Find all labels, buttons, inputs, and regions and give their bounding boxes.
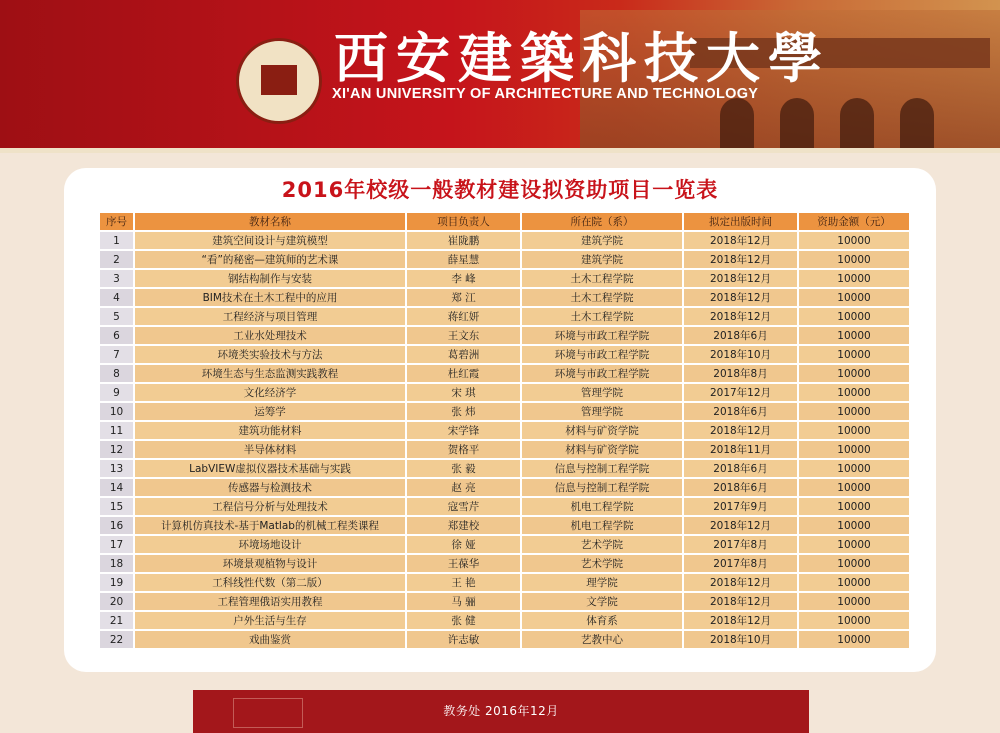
- project-leader: 王葆华: [407, 555, 520, 572]
- project-leader: 杜红霞: [407, 365, 520, 382]
- department: 土木工程学院: [522, 308, 682, 325]
- publish-date: 2018年10月: [684, 346, 797, 363]
- table-row: [100, 365, 909, 382]
- table-row: [100, 555, 909, 572]
- department: 建筑学院: [522, 251, 682, 268]
- row-number: 17: [100, 536, 133, 553]
- page-title: 2016年校级一般教材建设拟资助项目一览表: [281, 178, 719, 202]
- project-leader: 薛星慧: [407, 251, 520, 268]
- department: 理学院: [522, 574, 682, 591]
- table-row: [100, 403, 909, 420]
- building-arch: [900, 98, 934, 148]
- funding-amount: 10000: [799, 251, 909, 268]
- department: 文学院: [522, 593, 682, 610]
- row-number: 8: [100, 365, 133, 382]
- department: 信息与控制工程学院: [522, 479, 682, 496]
- book-title: 环境景观植物与设计: [135, 555, 405, 572]
- university-name-en: XI'AN UNIVERSITY OF ARCHITECTURE AND TECHNOLOGY: [332, 86, 759, 102]
- table-row: [100, 384, 909, 401]
- column-header-no: 序号: [100, 213, 133, 230]
- building-sketch-icon: [233, 698, 303, 728]
- table-row: [100, 441, 909, 458]
- header-divider: [0, 148, 1000, 153]
- department: 艺教中心: [522, 631, 682, 648]
- row-number: 7: [100, 346, 133, 363]
- book-title: 工科线性代数（第二版）: [135, 574, 405, 591]
- publish-date: 2018年12月: [684, 593, 797, 610]
- column-header-dept: 所在院（系）: [522, 213, 682, 230]
- funding-amount: 10000: [799, 365, 909, 382]
- department: 环境与市政工程学院: [522, 365, 682, 382]
- publish-date: 2018年12月: [684, 574, 797, 591]
- table-row: [100, 612, 909, 629]
- book-title: 文化经济学: [135, 384, 405, 401]
- row-number: 4: [100, 289, 133, 306]
- funding-amount: 10000: [799, 308, 909, 325]
- header-banner: [0, 0, 1000, 148]
- table-row: [100, 251, 909, 268]
- book-title: “看”的秘密—建筑师的艺术课: [135, 251, 405, 268]
- row-number: 3: [100, 270, 133, 287]
- project-leader: 王文东: [407, 327, 520, 344]
- table-row: [100, 574, 909, 591]
- row-number: 5: [100, 308, 133, 325]
- book-title: 建筑功能材料: [135, 422, 405, 439]
- project-leader: 马 骊: [407, 593, 520, 610]
- table-row: [100, 232, 909, 249]
- table-row: [100, 460, 909, 477]
- funding-amount: 10000: [799, 422, 909, 439]
- department: 材料与矿资学院: [522, 422, 682, 439]
- publish-date: 2018年10月: [684, 631, 797, 648]
- row-number: 16: [100, 517, 133, 534]
- publish-date: 2018年12月: [684, 232, 797, 249]
- funding-amount: 10000: [799, 441, 909, 458]
- table-row: [100, 498, 909, 515]
- book-title: 运筹学: [135, 403, 405, 420]
- funding-amount: 10000: [799, 593, 909, 610]
- book-title: 建筑空间设计与建筑模型: [135, 232, 405, 249]
- funding-amount: 10000: [799, 536, 909, 553]
- table-panel: [64, 168, 936, 672]
- footer-text: 教务处 2016年12月: [443, 704, 559, 718]
- project-leader: 王 艳: [407, 574, 520, 591]
- department: 艺术学院: [522, 555, 682, 572]
- table-row: [100, 327, 909, 344]
- row-number: 1: [100, 232, 133, 249]
- funding-amount: 10000: [799, 270, 909, 287]
- row-number: 11: [100, 422, 133, 439]
- publish-date: 2018年6月: [684, 479, 797, 496]
- department: 机电工程学院: [522, 498, 682, 515]
- publish-date: 2018年12月: [684, 289, 797, 306]
- department: 机电工程学院: [522, 517, 682, 534]
- book-title: 工业水处理技术: [135, 327, 405, 344]
- book-title: 工程管理俄语实用教程: [135, 593, 405, 610]
- book-title: 工程经济与项目管理: [135, 308, 405, 325]
- row-number: 2: [100, 251, 133, 268]
- department: 管理学院: [522, 384, 682, 401]
- project-leader: 张 健: [407, 612, 520, 629]
- table-row: [100, 593, 909, 610]
- funding-amount: 10000: [799, 289, 909, 306]
- row-number: 6: [100, 327, 133, 344]
- column-header-amount: 资助金额（元）: [799, 213, 909, 230]
- funding-amount: 10000: [799, 574, 909, 591]
- row-number: 10: [100, 403, 133, 420]
- publish-date: 2018年8月: [684, 365, 797, 382]
- funding-amount: 10000: [799, 346, 909, 363]
- book-title: 半导体材料: [135, 441, 405, 458]
- book-title: 环境类实验技术与方法: [135, 346, 405, 363]
- building-arch: [840, 98, 874, 148]
- publish-date: 2017年8月: [684, 555, 797, 572]
- row-number: 13: [100, 460, 133, 477]
- publish-date: 2017年8月: [684, 536, 797, 553]
- department: 环境与市政工程学院: [522, 346, 682, 363]
- column-header-date: 拟定出版时间: [684, 213, 797, 230]
- table-row: [100, 536, 909, 553]
- book-title: 环境生态与生态监测实践教程: [135, 365, 405, 382]
- table-row: [100, 346, 909, 363]
- book-title: 戏曲鉴赏: [135, 631, 405, 648]
- book-title: 计算机仿真技术-基于Matlab的机械工程类课程: [135, 517, 405, 534]
- book-title: 传感器与检测技术: [135, 479, 405, 496]
- department: 土木工程学院: [522, 289, 682, 306]
- funding-amount: 10000: [799, 612, 909, 629]
- funding-amount: 10000: [799, 460, 909, 477]
- building-arch: [780, 98, 814, 148]
- row-number: 20: [100, 593, 133, 610]
- department: 材料与矿资学院: [522, 441, 682, 458]
- table-row: [100, 308, 909, 325]
- department: 信息与控制工程学院: [522, 460, 682, 477]
- publish-date: 2018年12月: [684, 517, 797, 534]
- university-seal-icon: [236, 38, 322, 124]
- publish-date: 2018年6月: [684, 460, 797, 477]
- funding-amount: 10000: [799, 327, 909, 344]
- project-leader: 李 峰: [407, 270, 520, 287]
- publish-date: 2017年9月: [684, 498, 797, 515]
- project-leader: 郑建校: [407, 517, 520, 534]
- row-number: 14: [100, 479, 133, 496]
- project-leader: 蒋红妍: [407, 308, 520, 325]
- table-row: [100, 631, 909, 648]
- publish-date: 2017年12月: [684, 384, 797, 401]
- funding-amount: 10000: [799, 232, 909, 249]
- row-number: 21: [100, 612, 133, 629]
- funding-amount: 10000: [799, 479, 909, 496]
- department: 管理学院: [522, 403, 682, 420]
- publish-date: 2018年11月: [684, 441, 797, 458]
- publish-date: 2018年12月: [684, 308, 797, 325]
- project-leader: 寇雪芹: [407, 498, 520, 515]
- project-leader: 宋 琪: [407, 384, 520, 401]
- project-leader: 徐 娅: [407, 536, 520, 553]
- publish-date: 2018年12月: [684, 251, 797, 268]
- project-leader: 葛碧洲: [407, 346, 520, 363]
- book-title: 户外生活与生存: [135, 612, 405, 629]
- publish-date: 2018年6月: [684, 327, 797, 344]
- book-title: LabVIEW虚拟仪器技术基础与实践: [135, 460, 405, 477]
- publish-date: 2018年12月: [684, 270, 797, 287]
- project-leader: 许志敏: [407, 631, 520, 648]
- publish-date: 2018年6月: [684, 403, 797, 420]
- column-header-book: 教材名称: [135, 213, 405, 230]
- table-row: [100, 270, 909, 287]
- row-number: 12: [100, 441, 133, 458]
- funding-amount: 10000: [799, 517, 909, 534]
- university-name-cn: 西安建築科技大學: [334, 26, 830, 90]
- funding-amount: 10000: [799, 403, 909, 420]
- footer-bar: [193, 690, 809, 733]
- table-row: [100, 479, 909, 496]
- project-leader: 赵 亮: [407, 479, 520, 496]
- project-leader: 崔陇鹏: [407, 232, 520, 249]
- department: 艺术学院: [522, 536, 682, 553]
- department: 环境与市政工程学院: [522, 327, 682, 344]
- column-header-lead: 项目负责人: [407, 213, 520, 230]
- publish-date: 2018年12月: [684, 422, 797, 439]
- row-number: 22: [100, 631, 133, 648]
- book-title: 钢结构制作与安装: [135, 270, 405, 287]
- project-leader: 郑 江: [407, 289, 520, 306]
- row-number: 9: [100, 384, 133, 401]
- funding-amount: 10000: [799, 384, 909, 401]
- project-leader: 张 炜: [407, 403, 520, 420]
- table-row: [100, 517, 909, 534]
- building-arch: [720, 98, 754, 148]
- project-leader: 张 毅: [407, 460, 520, 477]
- department: 建筑学院: [522, 232, 682, 249]
- table-header-row: [100, 213, 909, 230]
- department: 体育系: [522, 612, 682, 629]
- funding-amount: 10000: [799, 498, 909, 515]
- project-leader: 宋学锋: [407, 422, 520, 439]
- department: 土木工程学院: [522, 270, 682, 287]
- project-leader: 贺格平: [407, 441, 520, 458]
- book-title: 工程信号分析与处理技术: [135, 498, 405, 515]
- funding-amount: 10000: [799, 631, 909, 648]
- book-title: 环境场地设计: [135, 536, 405, 553]
- row-number: 18: [100, 555, 133, 572]
- row-number: 15: [100, 498, 133, 515]
- funding-amount: 10000: [799, 555, 909, 572]
- row-number: 19: [100, 574, 133, 591]
- book-title: BIM技术在土木工程中的应用: [135, 289, 405, 306]
- table-row: [100, 422, 909, 439]
- table-row: [100, 289, 909, 306]
- funding-table: [98, 211, 911, 650]
- publish-date: 2018年12月: [684, 612, 797, 629]
